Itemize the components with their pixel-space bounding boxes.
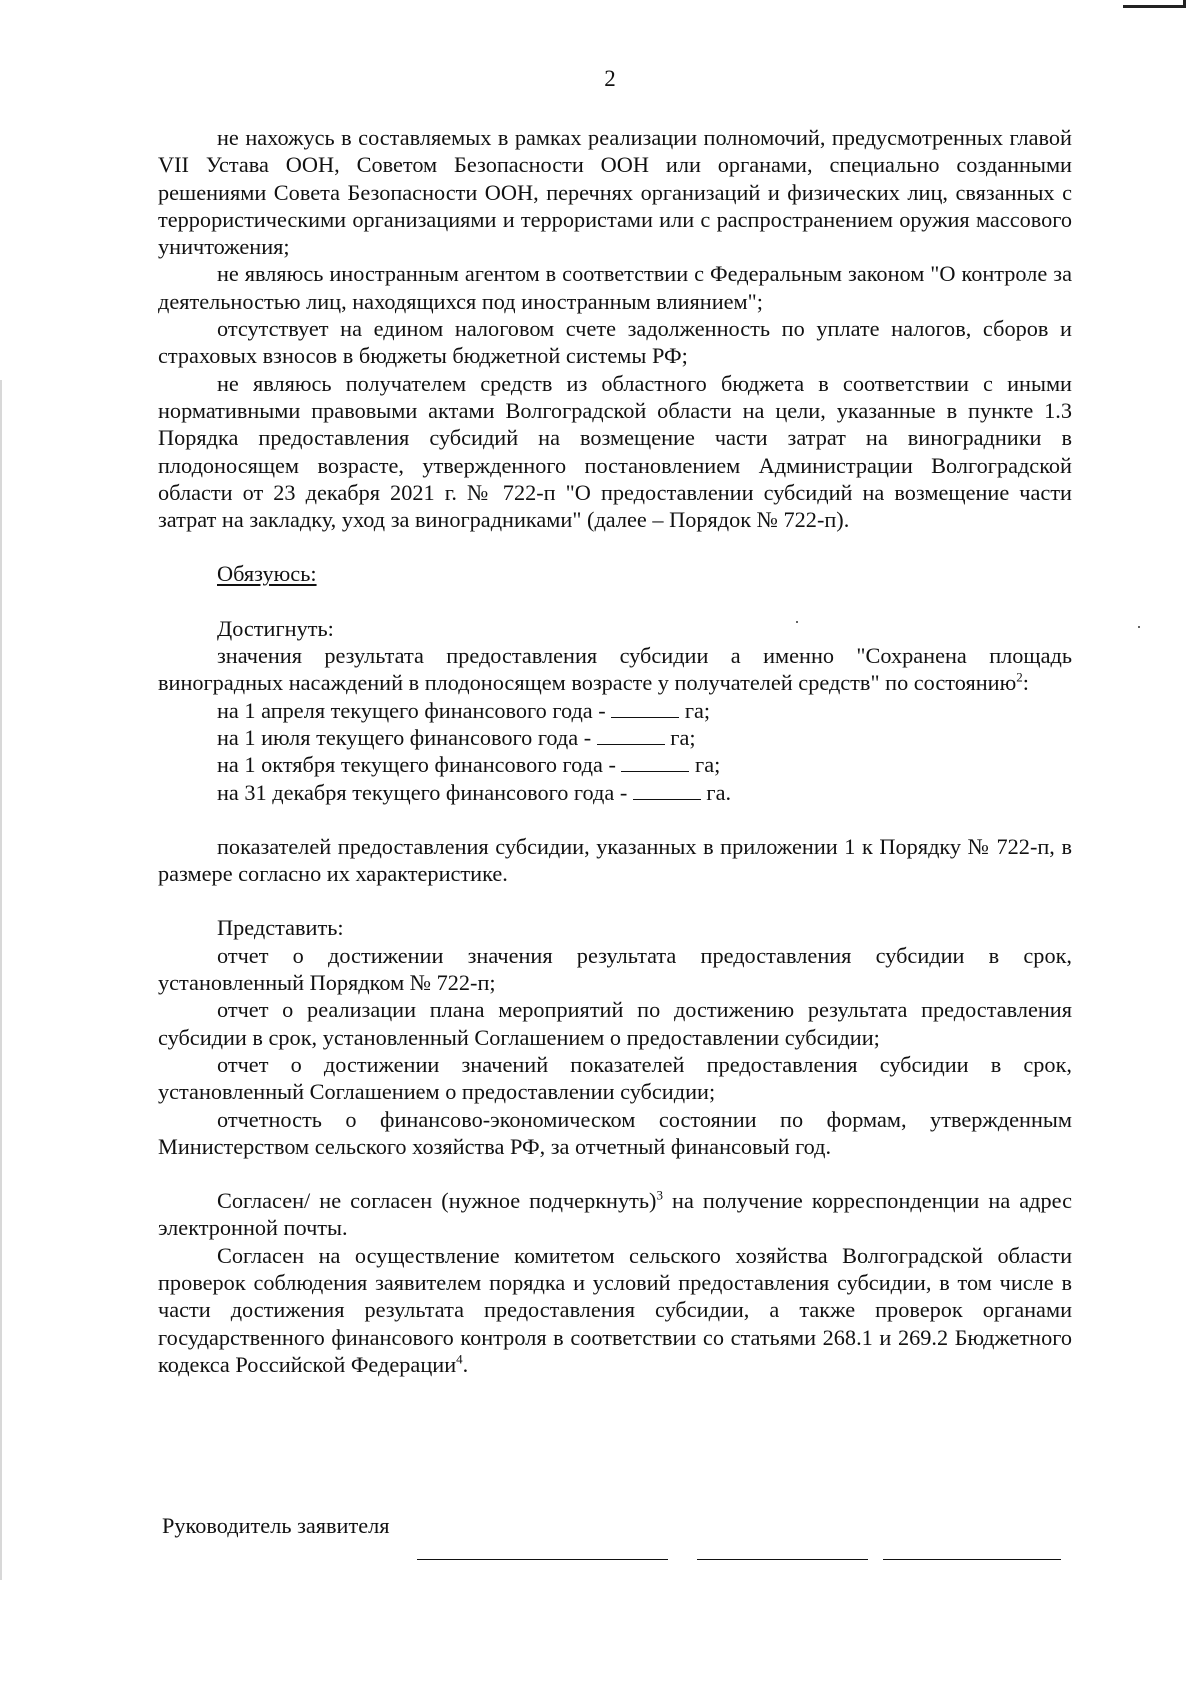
- blank-field-april[interactable]: [611, 697, 679, 718]
- submit-heading: Представить:: [217, 915, 344, 941]
- audit-consent-paragraph: Согласен на осуществление комитетом сельского хозяйства Волгоградской области проверок соблюдения заявителем порядка и условий предоставления субсидии, в том числе в части достижения результата предоставления субсидии, а также проверок органами государственного финансового контроля в соответствии со статьями 268.1 и 269.2 Бюджетного кодекса Российской Федерации$^4$.: [158, 1242, 1072, 1377]
- result-paragraph: значения результата предоставления субсидии а именно "Сохранена площадь виноградных насаждений в плодоносящем возрасте у получателей средств" по состоянию$^2$:: [158, 643, 1072, 696]
- scan-corner-mark: [1123, 0, 1186, 8]
- signature-line[interactable]: [417, 1559, 668, 1560]
- footnote-ref-4: 4: [456, 1351, 463, 1367]
- signature-line[interactable]: [883, 1559, 1061, 1560]
- obligations-heading: Обязуюсь:: [217, 561, 317, 587]
- submit-item: отчетность о финансово-экономическом состоянии по формам, утвержденным Министерством сельского хозяйства РФ, за отчетный финансовый год.: [158, 1106, 1072, 1159]
- submit-item: отчет о достижении значений показателей предоставления субсидии в срок, установленный Соглашением о предоставлении субсидии;: [158, 1051, 1072, 1105]
- scan-speck: [1138, 626, 1140, 628]
- submit-item: отчет о реализации плана мероприятий по достижению результата предоставления субсидии в срок, установленный Соглашением о предоставлении субсидии;: [158, 997, 1072, 1050]
- achieve-heading: Достигнуть:: [217, 615, 334, 641]
- email-consent-paragraph: Согласен/ не согласен (нужное подчеркнуть)$^3$ на получение корреспонденции на адрес электронной почты.: [158, 1187, 1072, 1241]
- page-number: 2: [604, 66, 616, 91]
- date-row-october: на 1 октября текущего финансового года - га;: [217, 752, 721, 778]
- date-row-december: на 31 декабря текущего финансового года - га.: [217, 779, 732, 805]
- blank-field-december[interactable]: [633, 779, 701, 800]
- paragraph-not-recipient: не являюсь получателем средств из областного бюджета в соответствии с иными нормативными правовыми актами Волгоградской области на цели, указанные в пункте 1.3 Порядка предоставления субсидий на возмещение части затрат на виноградники в плодоносящем возрасте, утвержденного постановлением Администрации Волгоградской области от 23 декабря 2021 г. № 722-п "О предоставлении субсидий на возмещение части затрат на закладку, уход за виноградниками" (далее – Порядок № 722-п).: [158, 370, 1072, 533]
- paragraph-foreign-agent: не являюсь иностранным агентом в соответствии с Федеральным законом "О контроле за деятельностью лиц, находящихся под иностранным влиянием";: [158, 261, 1072, 314]
- footnote-ref-2: 2: [1016, 669, 1023, 685]
- submit-item: отчет о достижении значения результата предоставления субсидии в срок, установленный Порядком № 722-п;: [158, 942, 1072, 996]
- indicators-paragraph: показателей предоставления субсидии, указанных в приложении 1 к Порядку № 722-п, в размере согласно их характеристике.: [158, 833, 1072, 887]
- paragraph-tax-debt: отсутствует на едином налоговом счете задолженность по уплате налогов, сборов и страховых взносов в бюджеты бюджетной системы РФ;: [158, 316, 1072, 369]
- signature-line[interactable]: [697, 1559, 868, 1560]
- blank-field-july[interactable]: [597, 724, 665, 745]
- scan-edge-shadow: [0, 380, 2, 1580]
- paragraph-un-lists: не нахожусь в составляемых в рамках реализации полномочий, предусмотренных главой VII Устава ООН, Советом Безопасности ООН или органами, специально созданными решениями Совета Безопасности ООН, перечнях организаций и физических лиц, связанных с террористическими организациями и террористами или с распространением оружия массового уничтожения;: [158, 125, 1072, 260]
- signature-label: Руководитель заявителя: [162, 1513, 390, 1538]
- date-row-april: на 1 апреля текущего финансового года - га;: [217, 697, 711, 723]
- date-row-july: на 1 июля текущего финансового года - га;: [217, 724, 696, 750]
- blank-field-october[interactable]: [621, 751, 689, 772]
- document-body: [158, 124, 1072, 1378]
- footnote-ref-3: 3: [656, 1187, 663, 1203]
